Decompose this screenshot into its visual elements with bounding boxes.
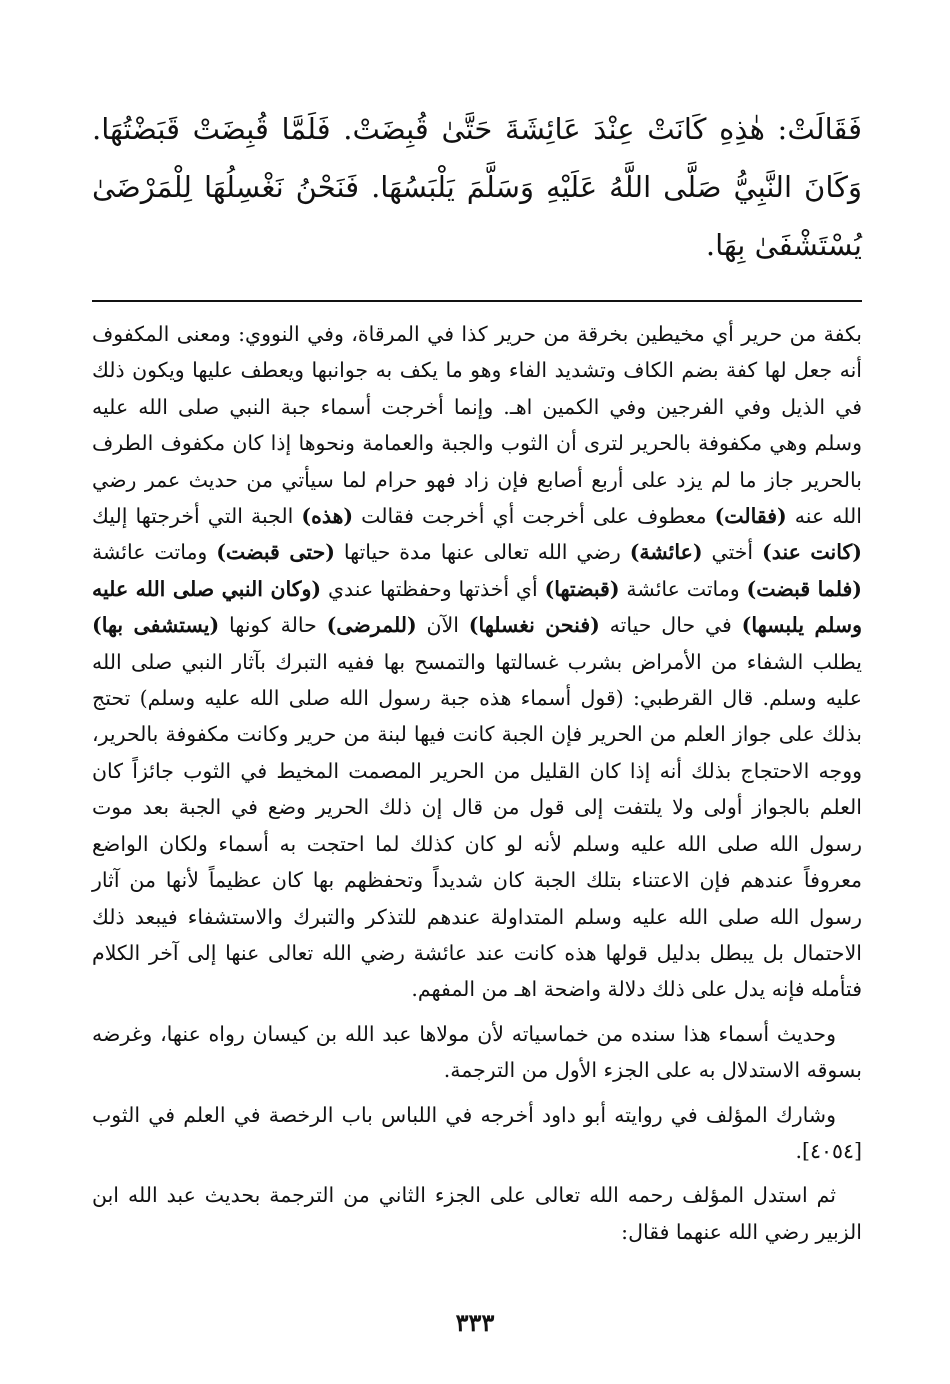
commentary-text: وماتت عائشة — [92, 540, 217, 565]
quoted-phrase: (حتى قبضت) — [216, 540, 335, 565]
commentary-text: الجبة التي أخرجتها إليك — [92, 504, 302, 529]
page-number: ٣٣٣ — [455, 1308, 495, 1337]
commentary-text: بكفة من حرير أي مخيطين بخرقة من حرير كذا في المرقاة، وفي النووي: ومعنى المكفوف أنه جعل لها كفة بضم الكاف وتشديد الفاء وهو ما يكف به جوانبها ويعطف عليها ويكون ذلك في الذيل وفي الفرجين وفي الكمين اهـ. وإنما أخرجت أسماء جبة النبي صلى الله عليه وسلم وهي مكفوفة بالحرير لترى أن الثوب والجبة والعمامة ونحوها إذا كان مكفوف الطرف بالحرير جاز ما لم يزد على أربع أصابع فإن زاد فهو حرام لما سيأتي من حديث عمر رضي الله عنه — [92, 322, 862, 529]
paragraph-isnad: وحديث أسماء هذا سنده من خماسياته لأن مولاها عبد الله بن كيسان رواه عنها، وغرضه بسوقه الاستدلال به على الجزء الأول من الترجمة. — [92, 1021, 862, 1083]
quoted-phrase: (وكان النبي صلى الله عليه وسلم يلبسها) — [92, 576, 862, 638]
commentary-text: في حال حياته — [599, 613, 742, 638]
quoted-phrase: (فنحن نغسلها) — [468, 613, 600, 638]
quoted-phrase: (قبضتها) — [544, 576, 620, 601]
quoted-phrase: (عائشة) — [629, 540, 703, 565]
commentary-text: يطلب الشفاء من الأمراض بشرب غسالتها والتمسح بها ففيه التبرك بآثار النبي صلى الله عليه وسلم. قال القرطبي: (قول أسماء هذه جبة رسول الله صلى الله عليه وسلم) تحتج بذلك على جواز العلم من الحرير فإن الجبة كانت فيها لبنة من حرير وكانت مكفوفة بالحرير، ووجه الاحتجاج بذلك أنه إذا كان القليل من الحرير المصمت المخيط في الثوب جائزاً كان العلم بالجواز أولى ولا يلتفت إلى قول من قال إن ذلك الحرير وضع في الجبة بعد موت رسول الله صلى الله عليه وسلم لأنه لو كان كذلك لما احتجت به أسماء ولكان الواضع معروفاً عندهم فإن الاعتناء بتلك الجبة كان شديداً وتحفظهم بها كان عظيماً لأنها من آثار رسول الله صلى الله عليه وسلم المتداولة عندهم للتذكر والتبرك والاستشفاء فيبعد ذلك الاحتمال بل يبطل بدليل قولها هذه كانت عند عائشة رضي الله تعالى عنها إلى آخر الكلام فتأمله فإنه يدل على ذلك دلالة واضحة اهـ من المفهم. — [92, 649, 862, 1002]
quoted-phrase: (للمرضى) — [326, 613, 417, 638]
paragraph-next-hadith: ثم استدل المؤلف رحمه الله تعالى على الجزء الثاني من الترجمة بحديث عبد الله ابن الزبير رضي الله عنهما فقال: — [92, 1183, 862, 1244]
commentary-text: أي أخذتها وحفظتها عندي — [321, 576, 545, 601]
commentary-text: الآن — [416, 613, 469, 638]
commentary-text: معطوف على أخرجت أي أخرجت فقالت — [353, 504, 715, 529]
commentary-paragraph — [92, 316, 862, 1008]
commentary-text: وماتت عائشة — [619, 576, 747, 601]
quoted-phrase: (فقالت) — [714, 504, 787, 529]
footnote-divider — [92, 300, 862, 302]
commentary-text: أختي — [702, 540, 763, 565]
quoted-phrase: (فلما قبضت) — [746, 576, 862, 601]
paragraph-sharing: وشارك المؤلف في روايته أبو داود أخرجه في اللباس باب الرخصة في العلم في الثوب [٤٠٥٤]. — [92, 1102, 862, 1163]
quoted-phrase: (يستشفى بها) — [92, 613, 220, 638]
commentary-text: حالة كونها — [219, 613, 327, 638]
hadith-text: فَقَالَتْ: هٰذِهِ كَانَتْ عِنْدَ عَائِشَةَ حَتَّىٰ قُبِضَتْ. فَلَمَّا قُبِضَتْ قَبَضْتُهَا. وَكَانَ النَّبِيُّ صَلَّى اللَّهُ عَلَيْهِ وَسَلَّمَ يَلْبَسُهَا. فَنَحْنُ نَغْسِلُهَا لِلْمَرْضَىٰ يُسْتَشْفَىٰ بِهَا. — [92, 112, 862, 262]
commentary-text: رضي الله تعالى عنها مدة حياتها — [335, 540, 630, 565]
quoted-phrase: (كانت عند) — [762, 540, 862, 565]
quoted-phrase: (هذه) — [301, 504, 354, 529]
